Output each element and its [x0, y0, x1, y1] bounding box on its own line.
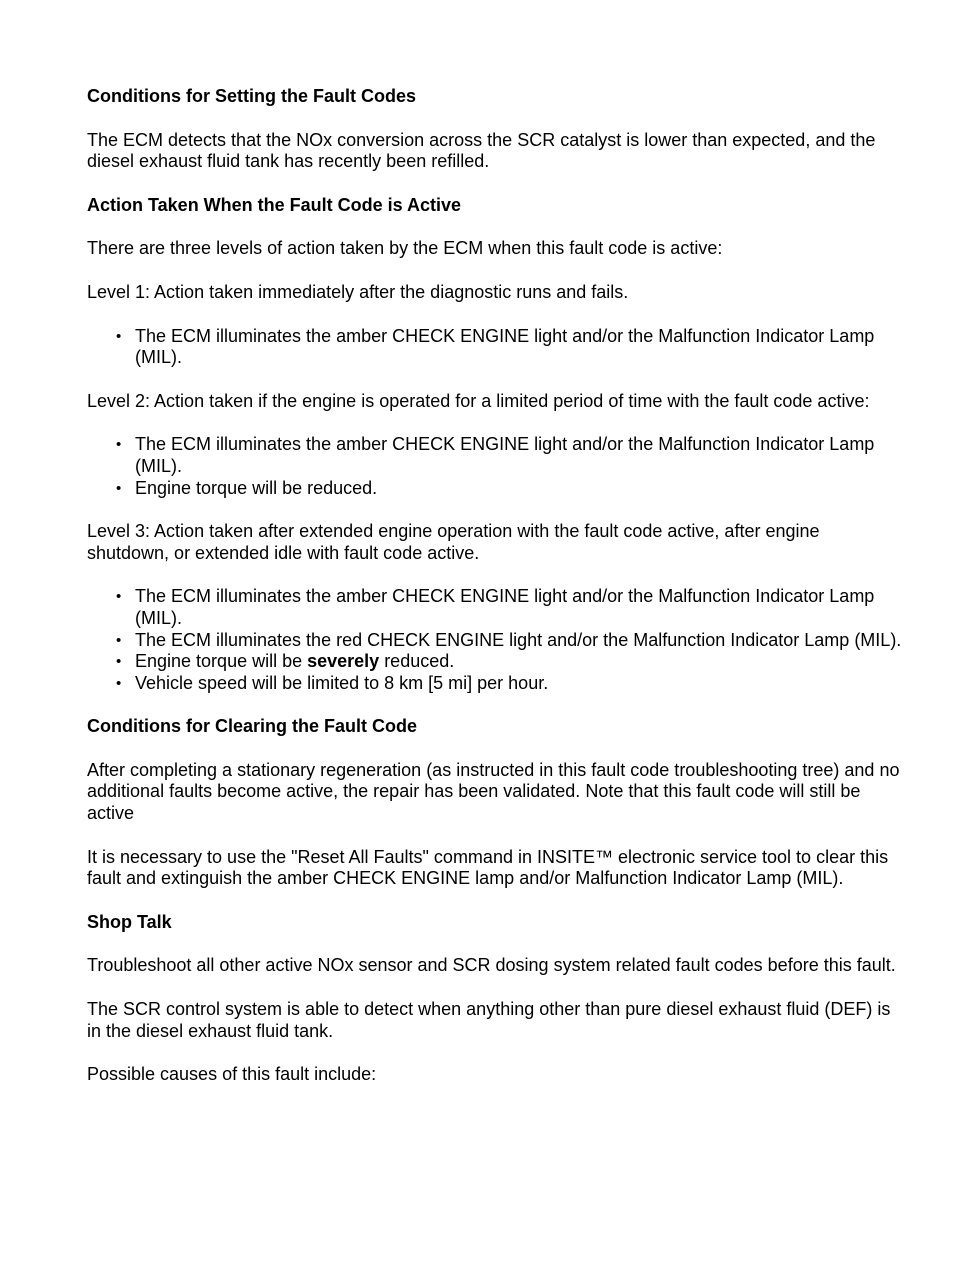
- paragraph-shop-talk-3: Possible causes of this fault include:: [87, 1064, 377, 1085]
- list-item: • The ECM illuminates the red CHECK ENGINE light and/or the Malfunction Indicator Lamp (MIL).: [135, 630, 902, 652]
- document-content: [87, 86, 902, 1108]
- heading-setting-conditions: Conditions for Setting the Fault Codes: [87, 86, 416, 106]
- torque-emphasis: severely: [307, 651, 380, 672]
- list-item: • Engine torque will be reduced.: [135, 478, 902, 500]
- torque-text-post: reduced.: [379, 651, 455, 672]
- torque-text-pre: Engine torque will be: [135, 651, 308, 672]
- paragraph-action-intro: There are three levels of action taken by the ECM when this fault code is active:: [87, 238, 723, 259]
- list-level-3-actions: [87, 586, 902, 694]
- list-item: • The ECM illuminates the amber CHECK ENGINE light and/or the Malfunction Indicator Lamp (MIL).: [135, 586, 902, 629]
- list-level-2-actions: [87, 434, 902, 499]
- list-item: • The ECM illuminates the amber CHECK ENGINE light and/or the Malfunction Indicator Lamp (MIL).: [135, 434, 902, 477]
- list-item-speed: • Vehicle speed will be limited to 8 km [5 mi] per hour.: [135, 673, 902, 695]
- paragraph-level-2: Level 2: Action taken if the engine is operated for a limited period of time with the fault code active:: [87, 390, 870, 411]
- paragraph-level-1: Level 1: Action taken immediately after the diagnostic runs and fails.: [87, 281, 629, 302]
- heading-clearing-conditions: Conditions for Clearing the Fault Code: [87, 716, 417, 737]
- paragraph-level-3: Level 3: Action taken after extended engine operation with the fault code active, after engine shutdown, or extended idle with fault code active.: [87, 521, 820, 563]
- list-item: • The ECM illuminates the amber CHECK ENGINE light and/or the Malfunction Indicator Lamp (MIL).: [135, 326, 902, 369]
- paragraph-shop-talk-2: The SCR control system is able to detect when anything other than pure diesel exhaust fluid (DEF) is in the diesel exhaust fluid tank.: [87, 999, 891, 1041]
- heading-action-taken: Action Taken When the Fault Code is Active: [87, 194, 462, 215]
- paragraph-clearing-1: After completing a stationary regeneration (as instructed in this fault code troubleshooting tree) and no additional faults become active, the repair has been validated. Note that this fault code will still be active: [87, 759, 900, 824]
- paragraph-shop-talk-1: Troubleshoot all other active NOx sensor and SCR dosing system related fault codes before this fault.: [87, 955, 896, 976]
- heading-shop-talk: Shop Talk: [87, 911, 172, 932]
- list-item-torque: [135, 651, 902, 673]
- list-level-1-actions: [87, 326, 902, 369]
- paragraph-setting-description: The ECM detects that the NOx conversion across the SCR catalyst is lower than expected, and the diesel exhaust fluid tank has recently been refilled.: [87, 129, 876, 172]
- paragraph-clearing-2: It is necessary to use the "Reset All Faults" command in INSITE™ electronic service tool to clear this fault and extinguish the amber CHECK ENGINE lamp and/or Malfunction Indicator Lamp (MIL).: [87, 846, 889, 889]
